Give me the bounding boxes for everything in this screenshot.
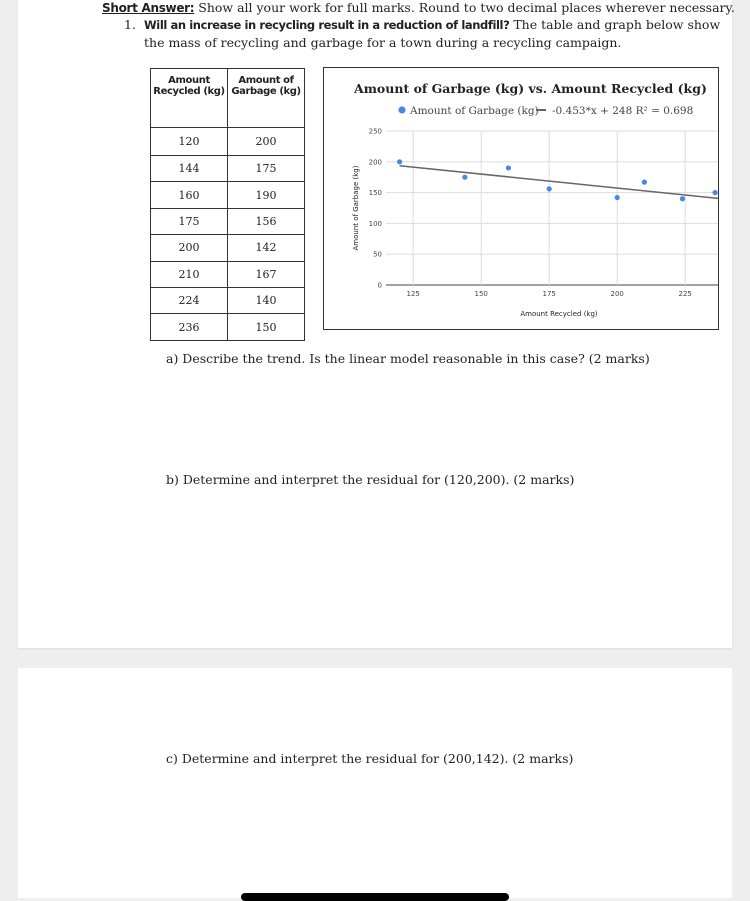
table-row: 200 142 — [151, 235, 305, 261]
table-header-recycled: Amount Recycled (kg) — [151, 69, 228, 128]
question-1-text-b: the mass of recycling and garbage for a town during a recycling campaign. — [144, 35, 622, 50]
legend-series-marker — [398, 106, 405, 113]
x-axis-label: Amount Recycled (kg) — [520, 310, 598, 318]
chart-grid — [386, 131, 719, 285]
legend-series-label: Amount of Garbage (kg) — [410, 105, 539, 117]
data-point — [397, 159, 402, 164]
x-tick-label: 225 — [678, 290, 692, 298]
table-row: 236 150 — [151, 314, 305, 340]
instructions-text: Show all your work for full marks. Round to two decimal places wherever necessary. — [198, 0, 735, 15]
y-tick-label: 200 — [368, 158, 382, 167]
table-row: 160 190 — [151, 182, 305, 208]
worksheet-page-2 — [18, 668, 732, 898]
table-row: 224 140 — [151, 287, 305, 313]
question-b: b) Determine and interpret the residual for (120,200). (2 marks) — [166, 472, 575, 487]
chart-points — [397, 159, 718, 201]
table-row: 175 156 — [151, 208, 305, 234]
question-1-bold: Will an increase in recycling result in a reduction of landfill? — [144, 18, 510, 32]
instructions-line — [102, 0, 735, 17]
y-tick-label: 250 — [368, 127, 382, 136]
scatter-chart — [323, 67, 719, 330]
table-row: 144 175 — [151, 156, 305, 182]
question-1 — [124, 16, 720, 34]
y-tick-label: 0 — [377, 281, 382, 290]
data-table — [150, 68, 305, 341]
table-header-row — [151, 69, 305, 128]
worksheet-page-1 — [18, 0, 735, 648]
y-tick-label: 50 — [373, 250, 382, 259]
data-point — [680, 196, 685, 201]
table-header-garbage: Amount of Garbage (kg) — [228, 69, 305, 128]
trendline — [400, 166, 719, 199]
chart-ticks — [369, 128, 692, 299]
home-indicator-bar — [241, 893, 509, 901]
question-a: a) Describe the trend. Is the linear model reasonable in this case? (2 marks) — [166, 351, 650, 366]
data-point — [547, 186, 552, 191]
data-point — [506, 165, 511, 170]
table-row: 120 200 — [151, 128, 305, 156]
x-tick-label: 150 — [474, 290, 488, 298]
short-answer-label: Short Answer: — [102, 1, 195, 15]
data-point — [615, 195, 620, 200]
table-row: 210 167 — [151, 261, 305, 287]
x-tick-label: 200 — [610, 290, 624, 298]
y-tick-label: 100 — [368, 219, 382, 228]
x-tick-label: 125 — [406, 290, 420, 298]
data-point — [642, 180, 647, 185]
y-axis-label: Amount of Garbage (kg) — [352, 165, 360, 251]
legend-trend-label: -0.453*x + 248 R² = 0.698 — [552, 105, 694, 117]
x-tick-label: 175 — [542, 290, 556, 298]
data-point — [462, 175, 467, 180]
data-point — [713, 190, 718, 195]
y-tick-label: 150 — [368, 189, 382, 198]
question-number: 1. — [124, 17, 136, 32]
question-1-text-a: The table and graph below show — [513, 17, 721, 32]
chart-svg — [324, 68, 719, 330]
chart-title: Amount of Garbage (kg) vs. Amount Recycled (kg) — [354, 81, 707, 96]
question-c: c) Determine and interpret the residual for (200,142). (2 marks) — [166, 751, 574, 766]
